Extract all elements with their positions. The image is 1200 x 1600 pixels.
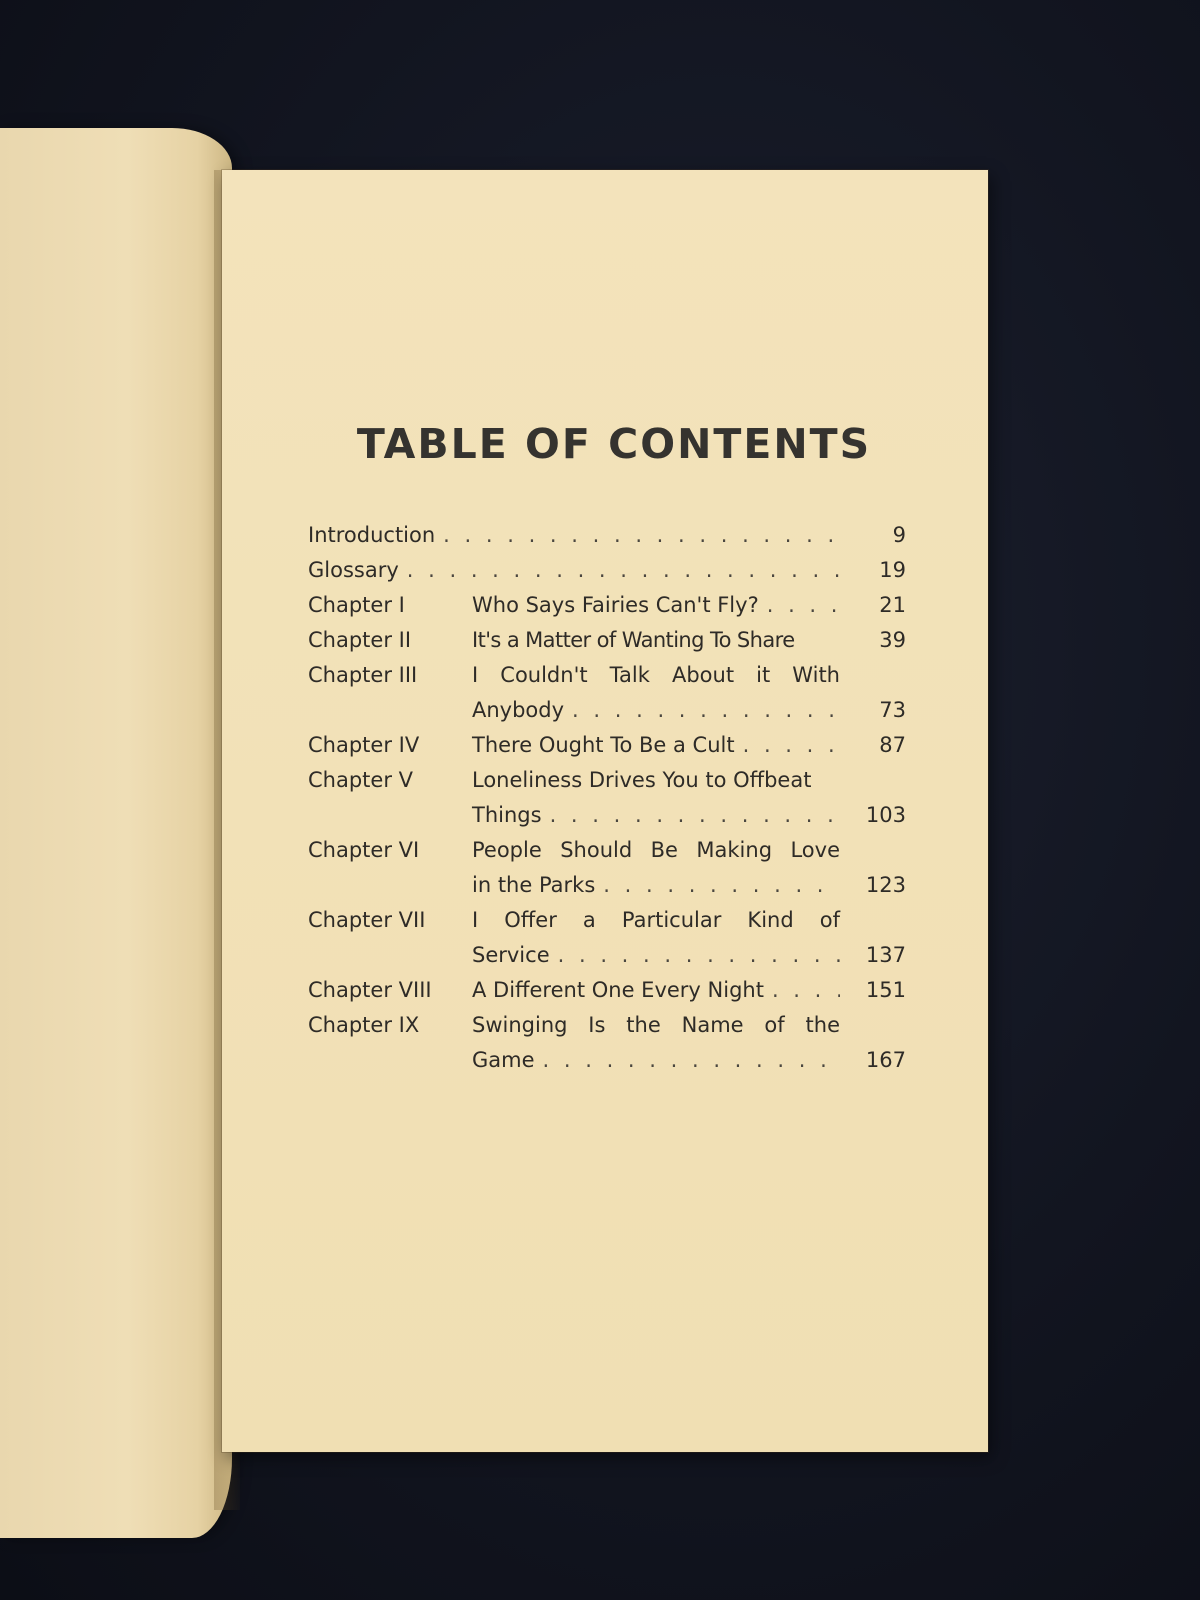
chapter-title-line-1: People Should Be Making Love <box>472 838 840 862</box>
chapter-title-line-1: Loneliness Drives You to Offbeat <box>472 768 812 792</box>
dot-leader <box>407 553 840 588</box>
dot-leader <box>572 693 840 728</box>
entry-page-number: 123 <box>865 873 906 897</box>
toc-entry-introduction <box>308 518 908 553</box>
chapter-label: Chapter IX <box>308 1013 420 1037</box>
dot-leader <box>543 1043 840 1078</box>
chapter-title-line-2: Things <box>472 803 542 827</box>
entry-page-number: 9 <box>892 523 906 547</box>
chapter-title: Who Says Fairies Can't Fly? <box>472 593 759 617</box>
table-of-contents <box>308 420 908 1078</box>
chapter-title: A Different One Every Night <box>472 978 764 1002</box>
entry-label: Glossary <box>308 558 399 582</box>
chapter-title-line-1: Swinging Is the Name of the <box>472 1013 840 1037</box>
right-page <box>222 170 988 1452</box>
dot-leader <box>603 868 840 903</box>
entry-page-number: 39 <box>879 628 906 652</box>
entry-page-number: 151 <box>865 978 906 1002</box>
chapter-label: Chapter III <box>308 663 418 687</box>
chapter-title-line-2: Service <box>472 943 550 967</box>
chapter-label: Chapter VII <box>308 908 426 932</box>
entry-page-number: 73 <box>879 698 906 722</box>
chapter-title-line-2: Anybody <box>472 698 565 722</box>
entry-label: Introduction <box>308 523 436 547</box>
dot-leader <box>550 798 840 833</box>
toc-entry-chapter-5 <box>308 763 908 833</box>
toc-entry-chapter-8 <box>308 973 908 1008</box>
toc-entry-chapter-6 <box>308 833 908 903</box>
chapter-label: Chapter I <box>308 593 405 617</box>
entry-page-number: 19 <box>879 558 906 582</box>
dot-leader <box>558 938 840 973</box>
chapter-title-line-2: Game <box>472 1048 535 1072</box>
toc-heading: TABLE OF CONTENTS <box>356 420 872 468</box>
dot-leader <box>772 973 840 1008</box>
entry-page-number: 103 <box>865 803 906 827</box>
chapter-title-line-1: I Offer a Particular Kind of <box>472 908 840 932</box>
toc-entry-chapter-1 <box>308 588 908 623</box>
dot-leader <box>743 728 840 763</box>
chapter-title-line-1: I Couldn't Talk About it With <box>472 663 840 687</box>
chapter-title-line-2: in the Parks <box>472 873 596 897</box>
toc-entry-chapter-4 <box>308 728 908 763</box>
toc-entry-glossary <box>308 553 908 588</box>
chapter-title: It's a Matter of Wanting To Share <box>472 628 795 652</box>
chapter-label: Chapter V <box>308 768 413 792</box>
entry-page-number: 167 <box>865 1048 906 1072</box>
chapter-label: Chapter IV <box>308 733 420 757</box>
dot-leader <box>443 518 840 553</box>
chapter-title: There Ought To Be a Cult <box>472 733 735 757</box>
chapter-label: Chapter II <box>308 628 412 652</box>
toc-entry-chapter-7 <box>308 903 908 973</box>
left-page <box>0 128 232 1538</box>
entry-page-number: 87 <box>879 733 906 757</box>
entry-page-number: 137 <box>865 943 906 967</box>
toc-entry-chapter-9 <box>308 1008 908 1078</box>
dot-leader <box>767 588 840 623</box>
chapter-label: Chapter VI <box>308 838 420 862</box>
entry-page-number: 21 <box>879 593 906 617</box>
toc-entry-chapter-3 <box>308 658 908 728</box>
toc-entry-chapter-2 <box>308 623 908 658</box>
chapter-label: Chapter VIII <box>308 978 432 1002</box>
